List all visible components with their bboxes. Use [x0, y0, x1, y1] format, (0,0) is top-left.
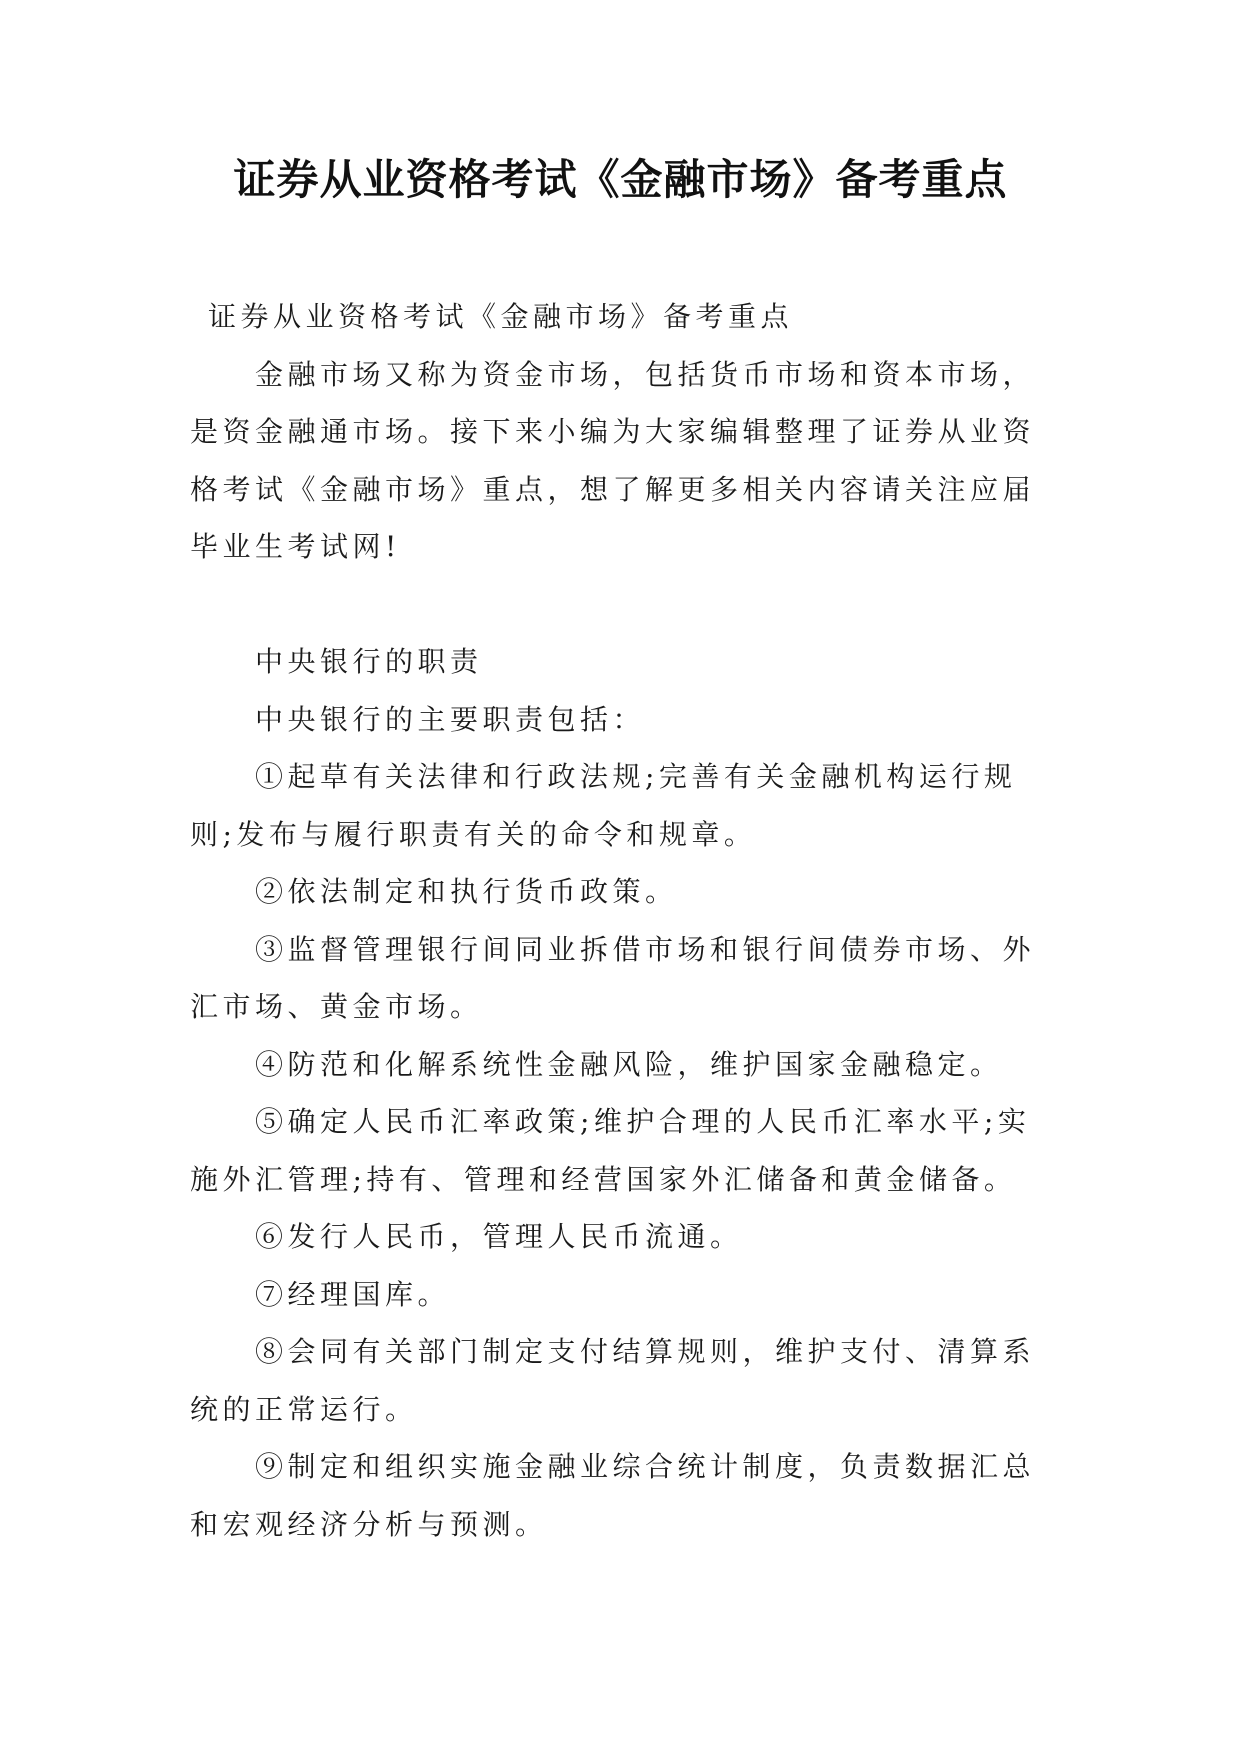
section-lead: 中央银行的主要职责包括：	[255, 702, 646, 736]
intro-paragraph: 金融市场又称为资金市场，包括货币市场和资本市场，是资金融通市场。接下来小编为大家编辑整理了证券从业资格考试《金融市场》重点，想了解更多相关内容请关注应届毕业生考试网!	[190, 357, 1036, 563]
document-body	[190, 288, 1060, 1553]
list-item: ④防范和化解系统性金融风险，维护国家金融稳定。	[255, 1047, 1003, 1081]
list-item: ⑧会同有关部门制定支付结算规则，维护支付、清算系统的正常运行。	[190, 1335, 1036, 1426]
list-item: ⑤确定人民币汇率政策;维护合理的人民币汇率水平;实施外汇管理;持有、管理和经营国家外汇储备和黄金储备。	[190, 1105, 1031, 1196]
list-item: ⑨制定和组织实施金融业综合统计制度，负责数据汇总和宏观经济分析与预测。	[190, 1450, 1036, 1541]
list-item: ⑦经理国库。	[255, 1277, 451, 1311]
list-item: ②依法制定和执行货币政策。	[255, 875, 678, 908]
list-item: ⑥发行人民币，管理人民币流通。	[255, 1220, 743, 1253]
document-title: 证券从业资格考试《金融市场》备考重点	[233, 155, 1008, 204]
list-item: ①起草有关法律和行政法规;完善有关金融机构运行规则;发布与履行职责有关的命令和规章。	[190, 760, 1017, 851]
document-subtitle: 证券从业资格考试《金融市场》备考重点	[208, 300, 794, 333]
paragraph-spacer	[190, 576, 1060, 634]
list-item: ③监督管理银行间同业拆借市场和银行间债券市场、外汇市场、黄金市场。	[190, 932, 1036, 1023]
section-heading: 中央银行的职责	[255, 645, 483, 678]
